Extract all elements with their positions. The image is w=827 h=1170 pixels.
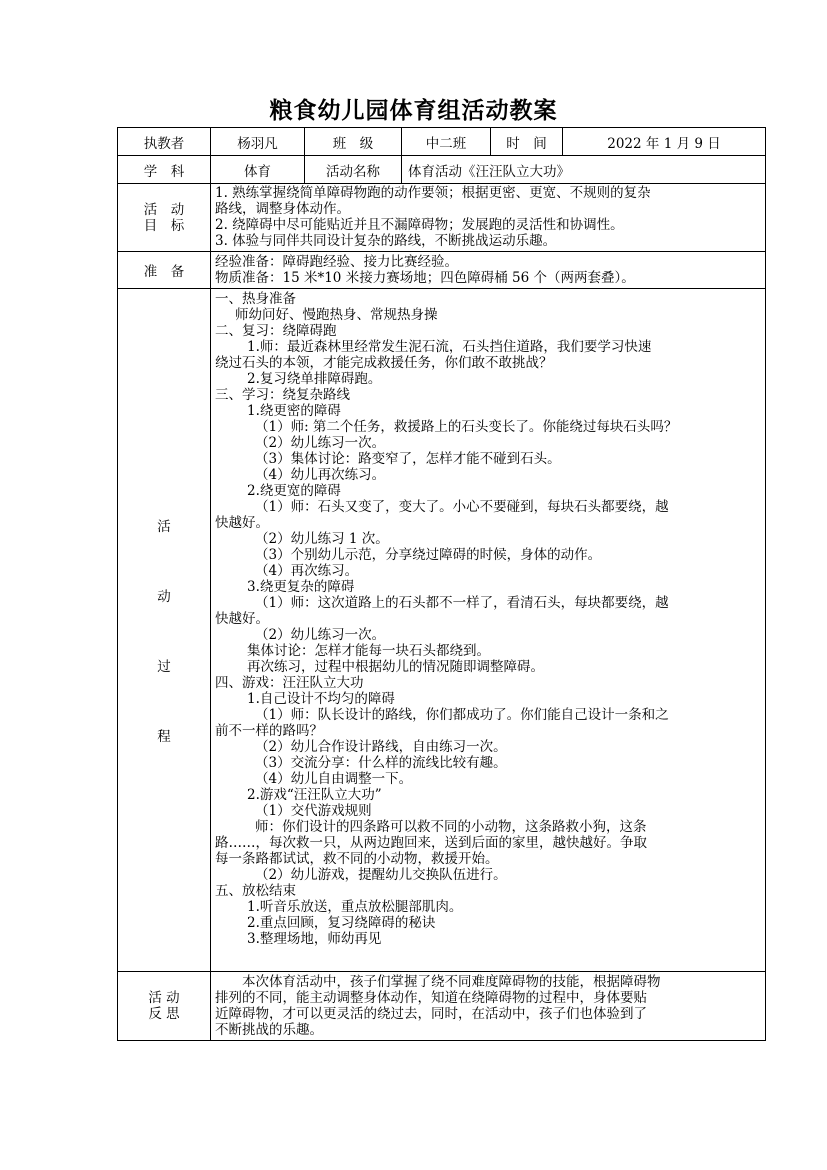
header-row-1 <box>118 128 766 156</box>
goals-label-cell <box>118 184 211 252</box>
process-label-char: 过 <box>157 659 171 675</box>
goals-content <box>211 184 766 252</box>
process-line: （1）师: 第二个任务，救援路上的石头变长了。你能绕过每块石头吗？ <box>255 419 678 435</box>
goals-line: 2. 绕障碍中尽可能贴近并且不漏障碍物；发展跑的灵活性和协调性。 <box>215 217 624 233</box>
lesson-plan-table <box>117 127 766 1041</box>
process-line: （4）再次练习。 <box>255 563 359 579</box>
page-title: 粮食幼儿园体育组活动教案 <box>269 97 558 124</box>
goals-label-2: 目 标 <box>143 217 185 234</box>
process-line: （4）幼儿自由调整一下。 <box>255 771 413 787</box>
goals-line: 路线，调整身体动作。 <box>215 201 350 217</box>
process-line: 3.绕更复杂的障碍 <box>247 579 355 595</box>
process-line: （3）个别幼儿示范，分享绕过障碍的时候，身体的动作。 <box>255 547 602 563</box>
process-label-char: 程 <box>157 729 171 745</box>
reflection-line: 本次体育活动中，孩子们掌握了绕不同难度障碍物的技能，根据障碍物 <box>215 974 661 990</box>
goals-line: 1. 熟练掌握绕简单障碍物跑的动作要领；根据更密、更宽、不规则的复杂 <box>215 185 651 201</box>
teacher-value: 杨羽凡 <box>211 128 305 156</box>
process-line: 1.听音乐放送，重点放松腿部肌肉。 <box>247 899 463 915</box>
process-line: （4）幼儿再次练习。 <box>255 467 386 483</box>
class-label: 班 级 <box>305 128 402 156</box>
process-line: 师幼问好、慢跑热身、常规热身操 <box>235 307 438 323</box>
process-line: 路……，每次救一只，从两边跑回来，送到后面的家里，越快越好。争取 <box>215 835 647 851</box>
process-line: 二、复习：绕障碍跑 <box>215 323 337 339</box>
activity-name-label: 活动名称 <box>305 156 402 184</box>
process-line: （3）交流分享：什么样的流线比较有趣。 <box>255 755 507 771</box>
reflection-line: 不断挑战的乐趣。 <box>215 1022 323 1038</box>
process-line: 快越好。 <box>215 611 269 627</box>
process-line: 3.整理场地，师幼再见 <box>247 931 382 947</box>
reflection-content <box>211 972 766 1041</box>
process-line: （3）集体讨论：路变窄了，怎样才能不碰到石头。 <box>255 451 561 467</box>
process-line: （2）幼儿练习一次。 <box>255 435 386 451</box>
reflection-label-2: 反 思 <box>148 1006 180 1022</box>
reflection-line: 排列的不同，能主动调整身体动作，知道在绕障碍物的过程中，身体要贴 <box>215 990 647 1006</box>
goals-row <box>118 184 766 252</box>
process-line: （1）师：石头又变了，变大了。小心不要碰到，每块石头都要绕，越 <box>255 499 669 515</box>
process-line: （2）幼儿练习一次。 <box>255 627 386 643</box>
subject-value: 体育 <box>211 156 305 184</box>
subject-label: 学 科 <box>118 156 211 184</box>
process-label-char: 动 <box>157 589 171 605</box>
process-line: （1）师：队长设计的路线，你们都成功了。你们能自己设计一条和之 <box>255 707 669 723</box>
process-line: （1）师：这次道路上的石头都不一样了，看清石头，每块都要绕，越 <box>255 595 669 611</box>
activity-name-value: 体育活动《汪汪队立大功》 <box>402 156 766 184</box>
process-line: 三、学习：绕复杂路线 <box>215 387 350 403</box>
process-line: 再次练习，过程中根据幼儿的情况随即调整障碍。 <box>247 659 544 675</box>
process-line: 2.重点回顾，复习绕障碍的秘诀 <box>247 915 436 931</box>
process-line: 师：你们设计的四条路可以救不同的小动物，这条路救小狗，这条 <box>255 819 647 835</box>
preparation-row <box>118 252 766 289</box>
preparation-content <box>211 252 766 289</box>
process-label-cell <box>118 289 211 972</box>
goals-line: 3. 体验与同伴共同设计复杂的路线，不断挑战运动乐趣。 <box>215 233 557 249</box>
teacher-label: 执教者 <box>118 128 211 156</box>
process-row <box>118 289 766 972</box>
process-line: 集体讨论：怎样才能每一块石头都绕到。 <box>247 643 490 659</box>
process-line: 1.自己设计不均匀的障碍 <box>247 691 395 707</box>
time-label: 时 间 <box>491 128 563 156</box>
process-line: 2.复习绕单排障碍跑。 <box>247 371 382 387</box>
process-line: 2.绕更宽的障碍 <box>247 483 341 499</box>
process-line: 绕过石头的本领，才能完成救援任务，你们敢不敢挑战？ <box>215 355 553 371</box>
reflection-line: 近障碍物，才可以更灵活的绕过去，同时，在活动中，孩子们也体验到了 <box>215 1006 647 1022</box>
process-line: （1）交代游戏规则 <box>255 803 372 819</box>
process-line: 2.游戏“汪汪队立大功” <box>247 787 382 803</box>
preparation-line: 物质准备：15 米*10 米接力赛场地；四色障碍桶 56 个（两两套叠）。 <box>215 270 635 286</box>
reflection-label-1: 活 动 <box>148 990 180 1006</box>
goals-label-1: 活 动 <box>143 201 185 218</box>
preparation-label: 准 备 <box>118 252 211 289</box>
reflection-label-cell <box>118 972 211 1041</box>
process-line: 前不一样的路吗？ <box>215 723 323 739</box>
process-line: 四、游戏：汪汪队立大功 <box>215 675 364 691</box>
process-line: （2）幼儿游戏，提醒幼儿交换队伍进行。 <box>255 867 507 883</box>
class-value: 中二班 <box>402 128 491 156</box>
reflection-row <box>118 972 766 1041</box>
date-value: 2022 年 1 月 9 日 <box>563 128 766 156</box>
process-line: 1.绕更密的障碍 <box>247 403 341 419</box>
process-line: 五、放松结束 <box>215 883 296 899</box>
process-line: （2）幼儿合作设计路线，自由练习一次。 <box>255 739 507 755</box>
process-line: （2）幼儿练习 1 次。 <box>255 531 389 547</box>
process-line: 一、热身准备 <box>215 291 296 307</box>
process-line: 每一条路都试试，救不同的小动物，救援开始。 <box>215 851 499 867</box>
header-row-2 <box>118 156 766 184</box>
process-line: 1.师：最近森林里经常发生泥石流，石头挡住道路，我们要学习快速 <box>247 339 652 355</box>
process-content <box>211 289 766 972</box>
preparation-line: 经验准备：障碍跑经验、接力比赛经验。 <box>215 254 458 270</box>
process-label-char: 活 <box>157 519 171 535</box>
process-line: 快越好。 <box>215 515 269 531</box>
